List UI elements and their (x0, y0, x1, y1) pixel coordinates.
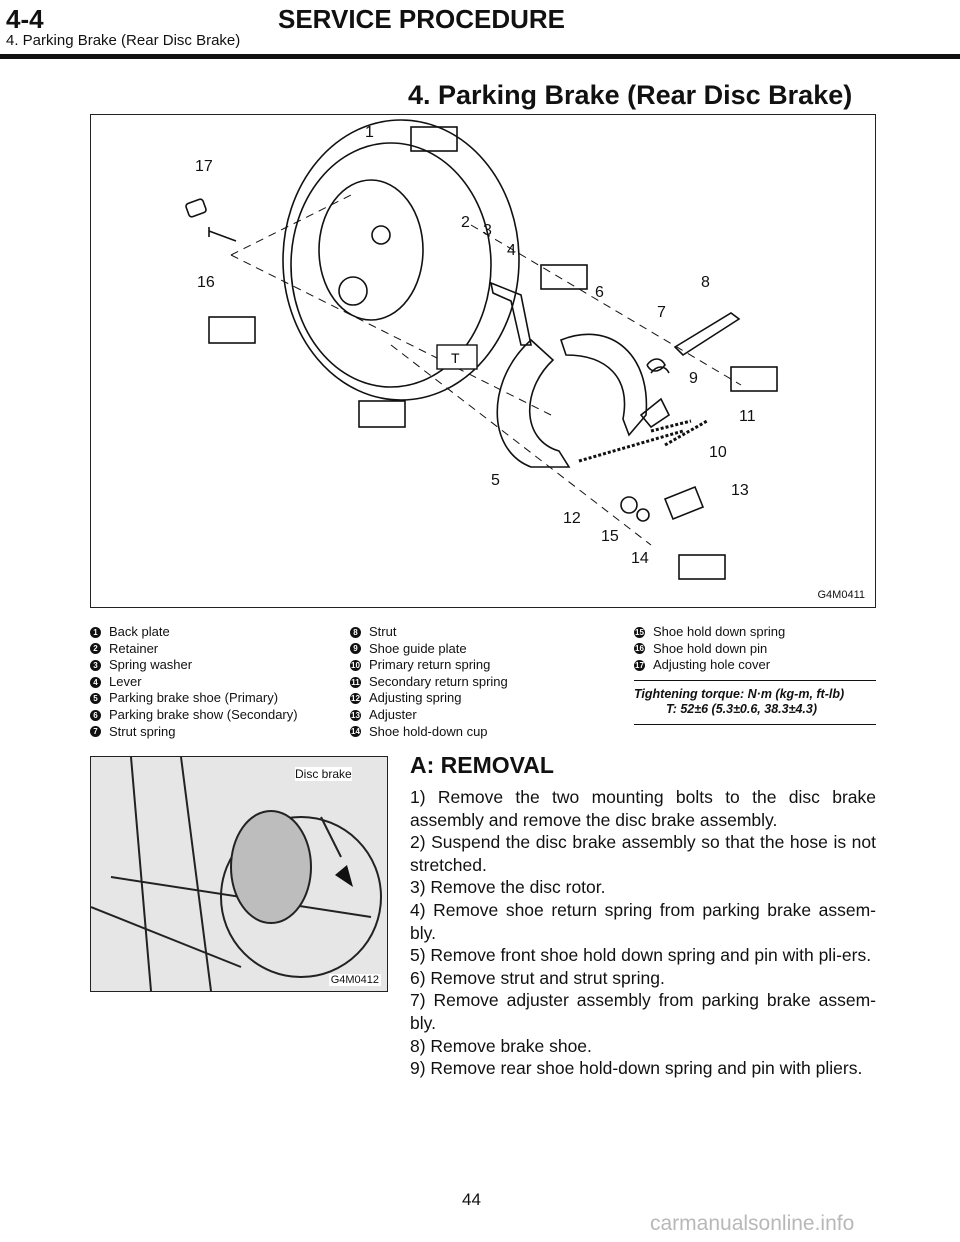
legend-column-1 (90, 624, 298, 740)
callout-16: 16 (197, 274, 215, 291)
callout-10: 10 (709, 444, 727, 461)
legend-number: 4 (90, 677, 101, 688)
legend-item (350, 657, 508, 674)
legend-label: Shoe hold down spring (653, 624, 786, 639)
legend-number: 15 (635, 627, 644, 637)
callout-9: 9 (689, 370, 698, 387)
callout-12: 12 (563, 510, 581, 527)
legend-item (634, 624, 785, 641)
callout-7: 7 (657, 304, 666, 321)
legend-item (90, 707, 298, 724)
legend-item (350, 724, 508, 741)
torque-marker-label: T (451, 350, 460, 366)
legend-item (90, 624, 298, 641)
legend-label: Adjuster (369, 706, 417, 722)
legend-label: Lever (109, 673, 142, 689)
callout-1: 1 (365, 124, 374, 141)
page-header (0, 0, 960, 62)
back-plate-drawing (283, 120, 519, 400)
torque-value: T: 52±6 (5.3±0.6, 38.3±4.3) (666, 702, 817, 716)
page-number: 44 (462, 1190, 481, 1209)
callout-13: 13 (731, 482, 749, 499)
legend-label: Parking brake show (Secondary) (109, 706, 298, 722)
legend-item (350, 674, 508, 691)
legend-number: 1 (90, 627, 101, 638)
callout-14: 14 (631, 550, 649, 567)
callout-4: 4 (507, 242, 516, 259)
photo-figure-code: G4M0412 (330, 974, 379, 986)
legend-label: Spring washer (109, 657, 193, 673)
legend-item (90, 674, 298, 691)
removal-step: 7) Remove adjuster assembly from parking brake assem-bly. (410, 990, 876, 1033)
legend-number: 6 (90, 710, 101, 721)
legend-label: Primary return spring (369, 657, 491, 673)
legend-item (350, 641, 508, 658)
legend-number: 12 (351, 694, 360, 704)
removal-step: 2) Suspend the disc brake assembly so that the hose is not stretched. (410, 832, 876, 875)
legend-number: 8 (350, 627, 361, 638)
callout-6: 6 (595, 284, 604, 301)
legend-label: Adjusting spring (369, 690, 462, 706)
removal-heading: A: REMOVAL (410, 752, 554, 778)
section-number: 4-4 (6, 4, 44, 34)
legend-label: Parking brake shoe (Primary) (109, 690, 279, 706)
legend-number: 14 (351, 727, 360, 737)
legend-item (90, 690, 298, 707)
callout-15: 15 (601, 528, 619, 545)
legend-label: Shoe hold-down cup (369, 723, 488, 739)
disc-brake-photo-illustration (91, 757, 387, 991)
legend-item (350, 707, 508, 724)
legend-label: Shoe hold down pin (653, 640, 768, 656)
legend-item (634, 657, 785, 674)
legend-number: 10 (351, 660, 360, 670)
legend-number: 7 (90, 726, 101, 737)
legend-column-3 (634, 624, 785, 674)
callout-17: 17 (195, 158, 213, 175)
removal-step: 5) Remove front shoe hold down spring and pin with pli-ers. (410, 945, 872, 966)
callout-2: 2 (461, 214, 470, 231)
removal-step: 9) Remove rear shoe hold-down spring and pin with pliers. (410, 1058, 863, 1079)
legend-label: Back plate (109, 624, 170, 639)
exploded-diagram-illustration (91, 115, 875, 607)
removal-step: 4) Remove shoe return spring from parking brake assem-bly. (410, 899, 876, 943)
page-title: 4. Parking Brake (Rear Disc Brake) (408, 80, 853, 110)
callout-11: 11 (739, 408, 756, 425)
removal-step: 6) Remove strut and strut spring. (410, 967, 665, 988)
photo-label: Disc brake (295, 767, 352, 781)
legend-number: 5 (90, 693, 101, 704)
watermark: carmanualsonline.info (650, 1212, 855, 1235)
legend-item (90, 724, 298, 741)
legend-label: Strut spring (109, 723, 176, 739)
torque-heading: Tightening torque: N·m (kg-m, ft-lb) (634, 687, 845, 701)
tightening-torque-box (634, 680, 876, 725)
removal-step: 1) Remove the two mounting bolts to the disc brake assembly and remove the disc brake assembly. (410, 787, 876, 830)
removal-steps (410, 786, 876, 1080)
callout-8: 8 (701, 274, 710, 291)
figure-code: G4M0411 (817, 589, 865, 601)
legend-item (634, 641, 785, 658)
legend-item (350, 624, 508, 641)
legend-label: Adjusting hole cover (653, 657, 771, 673)
section-title: SERVICE PROCEDURE (278, 4, 566, 34)
disc-brake-photo-figure (90, 756, 388, 992)
callout-3: 3 (483, 222, 492, 239)
legend-number: 17 (635, 660, 644, 670)
legend-item (90, 641, 298, 658)
section-subtitle: 4. Parking Brake (Rear Disc Brake) (6, 32, 241, 49)
legend-column-2 (350, 624, 508, 740)
legend-item (350, 690, 508, 707)
exploded-diagram-figure (90, 114, 876, 608)
legend-number: 13 (351, 710, 360, 720)
legend-label: Strut (369, 624, 397, 639)
legend-number: 3 (90, 660, 101, 671)
removal-step: 3) Remove the disc rotor. (410, 877, 606, 898)
legend-label: Retainer (109, 640, 159, 656)
legend-item (90, 657, 298, 674)
legend-label: Shoe guide plate (369, 640, 467, 656)
callout-5: 5 (491, 472, 500, 489)
legend-number: 16 (635, 644, 644, 654)
header-rule (0, 54, 960, 59)
removal-step: 8) Remove brake shoe. (410, 1035, 592, 1056)
legend-number: 2 (90, 643, 101, 654)
legend-label: Secondary return spring (369, 673, 508, 689)
legend-number: 11 (351, 677, 360, 687)
legend-number: 9 (350, 643, 361, 654)
